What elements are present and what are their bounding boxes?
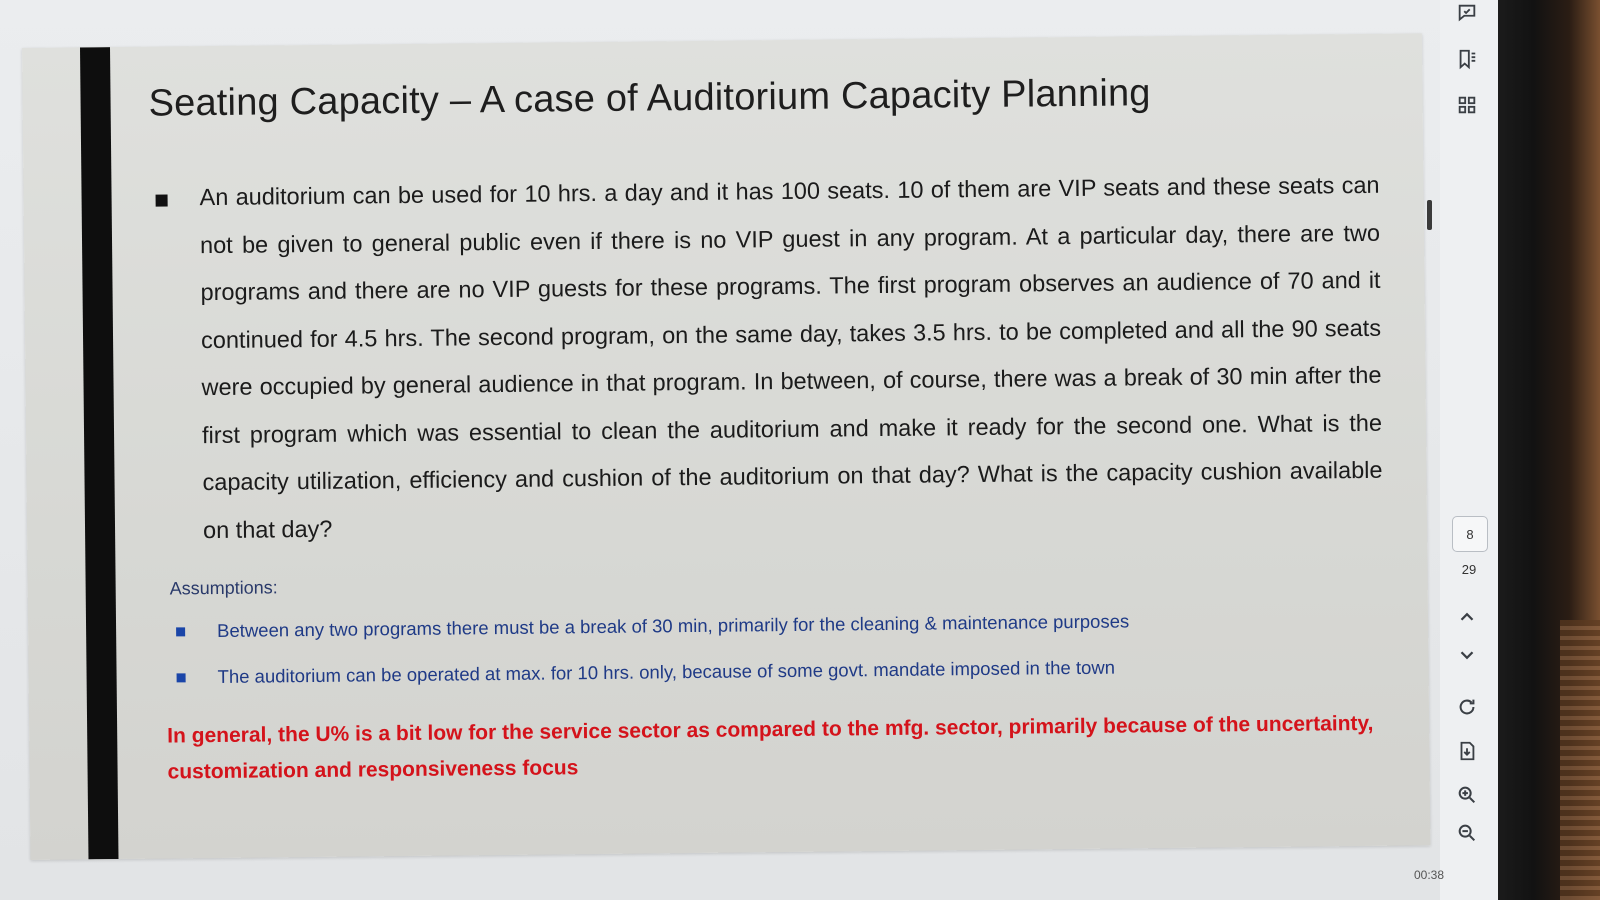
grid-icon[interactable] (1454, 92, 1480, 118)
bullet-square (177, 673, 186, 682)
background-object (1560, 620, 1600, 900)
problem-statement: An auditorium can be used for 10 hrs. a day and it has 100 seats. 10 of them are VIP seats and these seats can not be given to general public even if there is no VIP guest in any program. At a particular day, there are two programs and there are no VIP guests for these programs. The first program observes an audience of 70 and it continued for 4.5 hrs. The second program, on the same day, takes 3.5 hrs. to be completed and all the 90 seats were occupied by general audience in that program. In between, of course, there was a break of 30 min after the first program which was essential to clean the auditorium and make it ready for the second one. What is the capacity utilization, efficiency and cushion of the auditorium on that day? What is the capacity cushion available on that day? (199, 171, 1383, 543)
right-toolbar (1440, 0, 1498, 900)
assumptions-heading: Assumptions: (169, 577, 278, 599)
total-pages: 29 (1461, 562, 1477, 577)
refresh-icon[interactable] (1454, 694, 1480, 720)
chevron-down-icon[interactable] (1454, 642, 1480, 668)
time-label: 00:38 (1414, 868, 1445, 882)
chevron-up-icon[interactable] (1454, 604, 1480, 630)
assumption-text: The auditorium can be operated at max. for 10 hrs. only, because of some govt. mandate imposed in the town (217, 656, 1116, 687)
comment-icon[interactable] (1454, 0, 1480, 26)
zoom-out-icon[interactable] (1454, 820, 1480, 846)
current-page-input[interactable]: 8 (1452, 516, 1488, 552)
zoom-in-icon[interactable] (1454, 782, 1480, 808)
slide-accent-bar (80, 47, 119, 859)
bullet-square (176, 627, 185, 636)
export-icon[interactable] (1454, 738, 1480, 764)
highlight-note: In general, the U% is a bit low for the service sector as compared to the mfg. sector, primarily because of the uncertainty, customization and responsiveness focus (167, 711, 1374, 784)
bullet-square (156, 194, 168, 206)
scrollbar-thumb[interactable] (1427, 200, 1432, 230)
assumption-item (176, 610, 1129, 642)
slide (22, 33, 1430, 860)
assumption-item (176, 657, 1115, 689)
bookmark-list-icon[interactable] (1454, 46, 1480, 72)
slide-title: Seating Capacity – A case of Auditorium Capacity Planning (148, 72, 1151, 125)
assumption-text: Between any two programs there must be a break of 30 min, primarily for the cleaning & maintenance purposes (217, 610, 1130, 641)
